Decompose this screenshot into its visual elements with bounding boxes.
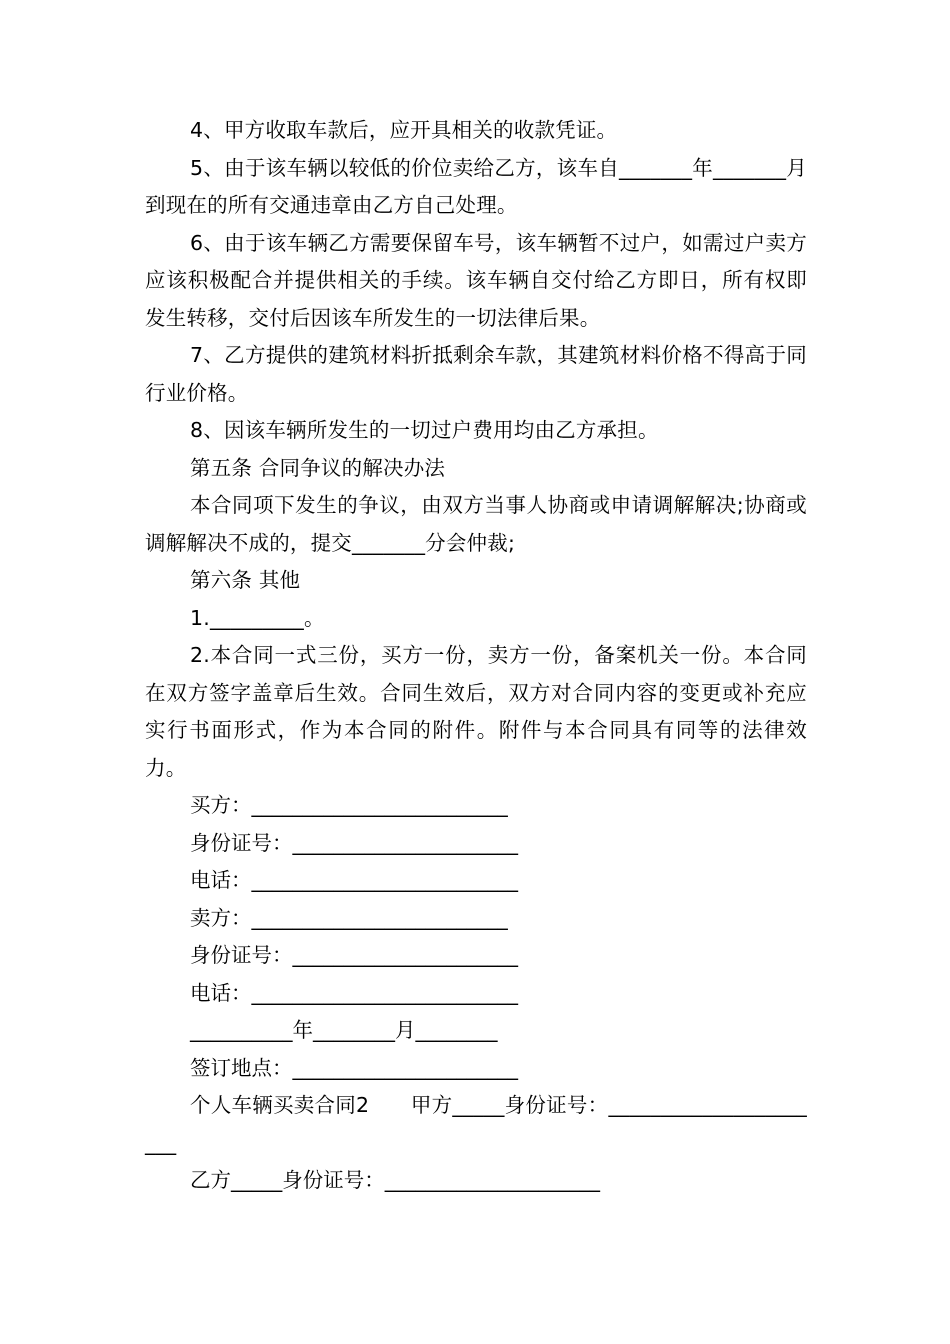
clause-5: 5、由于该车辆以较低的价位卖给乙方，该车自_______年_______月到现在的所有交通违章由乙方自己处理。: [145, 155, 807, 217]
clause-6: 6、由于该车辆乙方需要保留车号，该车辆暂不过户，如需过户卖方应该积极配合并提供相关的手续。该车辆自交付给乙方即日，所有权即发生转移，交付后因该车所发生的一切法律后果。: [145, 230, 807, 330]
article-6-heading: 第六条 其他: [190, 568, 301, 592]
article-6-item-1: 1._________。: [190, 605, 325, 630]
article-5-heading: 第五条 合同争议的解决办法: [190, 455, 446, 480]
date-line: __________年________月________: [190, 1018, 498, 1042]
article-6-item-2: 2.本合同一式三份，买方一份，卖方一份，备案机关一份。本合同在双方签字盖章后生效。合同生效后，双方对合同内容的变更或补充应实行书面形式，作为本合同的附件。附件与本合同具有同等的法律效力。: [145, 643, 807, 780]
clause-7: 7、乙方提供的建筑材料折抵剩余车款，其建筑材料价格不得高于同行业价格。: [145, 343, 807, 405]
signing-place-line: 签订地点：______________________: [190, 1055, 518, 1080]
clause-8: 8、因该车辆所发生的一切过户费用均由乙方承担。: [190, 418, 659, 442]
buyer-line: 买方：_________________________: [190, 793, 508, 817]
buyer-phone-line: 电话：__________________________: [190, 868, 518, 892]
next-contract-heading: 个人车辆买卖合同2 甲方_____身份证号：______________________: [145, 1093, 807, 1155]
party-b-id-line: 乙方_____身份证号：_____________________: [190, 1168, 600, 1192]
seller-line: 卖方：_________________________: [190, 905, 508, 930]
buyer-id-line: 身份证号：______________________: [190, 830, 518, 855]
seller-phone-line: 电话：__________________________: [190, 980, 518, 1005]
document-page: [145, 112, 807, 1200]
seller-id-line: 身份证号：______________________: [190, 943, 518, 967]
clause-4: 4、甲方收取车款后，应开具相关的收款凭证。: [190, 118, 618, 142]
article-5-body: 本合同项下发生的争议，由双方当事人协商或申请调解解决;协商或调解解决不成的，提交_______分会仲裁;: [145, 493, 807, 555]
